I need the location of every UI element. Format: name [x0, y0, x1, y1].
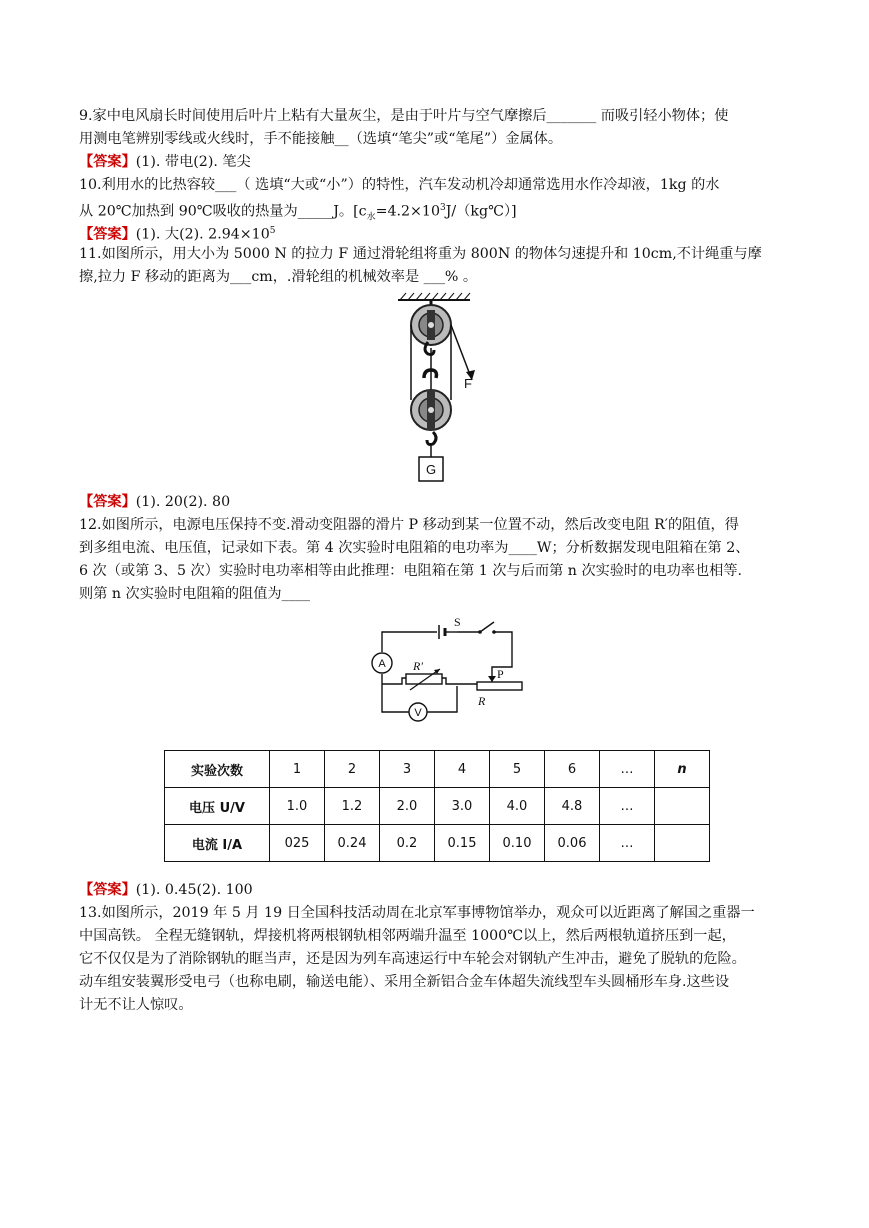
table-cell: 0.10	[490, 825, 545, 862]
table-cell: 3	[380, 751, 435, 788]
ceiling	[398, 293, 470, 300]
q12-line-3: 6 次（或第 3、5 次）实验时电功率相等由此推理：电阻箱在第 1 次与后而第 n 次实验时的电功率也相等.	[79, 563, 743, 579]
table-cell: 0.15	[435, 825, 490, 862]
table-cell: 2.0	[380, 788, 435, 825]
ammeter-label: A	[378, 658, 386, 670]
q10-answer	[79, 221, 275, 245]
table-cell: 0.06	[545, 825, 600, 862]
q10-subscript: 水	[366, 212, 376, 223]
q12-line-2: 到多组电流、电压值，记录如下表。第 4 次实验时电阻箱的电功率为____W；分析数据发现电阻箱在第 2、	[79, 540, 750, 556]
table-cell: 1	[270, 751, 325, 788]
table-cell: …	[600, 751, 655, 788]
q12-line-4: 则第 n 次实验时电阻箱的阻值为____	[79, 586, 310, 602]
force-label: F	[464, 376, 472, 391]
table-row	[165, 788, 710, 825]
circuit-diagram	[362, 612, 532, 737]
table-cell: …	[600, 825, 655, 862]
table-cell: 4.8	[545, 788, 600, 825]
q10-answer-superscript: 5	[269, 226, 276, 236]
q11-answer	[79, 492, 230, 512]
q12-answer	[79, 880, 253, 900]
answer-tag: 【答案】	[79, 154, 136, 170]
movable-pulley	[411, 390, 451, 430]
pulley-system-figure	[380, 290, 490, 490]
q10-answer-text: (1). 大(2). 2.94×10	[135, 226, 270, 243]
table-cell: 4	[435, 751, 490, 788]
table-cell: 0.2	[380, 825, 435, 862]
q10-superscript: 3	[440, 203, 446, 213]
table-cell: …	[600, 788, 655, 825]
table-cell: 1.0	[270, 788, 325, 825]
table-cell: 025	[270, 825, 325, 862]
q10-line-2-a: 从 20℃加热到 90℃吸收的热量为_____J。[c	[79, 203, 367, 220]
table-cell: 电压 U/V	[165, 788, 270, 825]
q10-line-1: 10.利用水的比热容较___（ 选填“大或“小”）的特性，汽车发动机冷却通常选用水作冷却液，1kg 的水	[79, 177, 720, 193]
table-cell: 0.24	[325, 825, 380, 862]
q9-answer	[79, 152, 251, 172]
fixed-pulley	[411, 305, 451, 345]
table-cell	[655, 788, 710, 825]
q13-line-1: 13.如图所示，2019 年 5 月 19 日全国科技活动周在北京军事博物馆举办，观众可以近距离了解国之重器一	[79, 905, 755, 921]
table-cell: 3.0	[435, 788, 490, 825]
table-cell: 6	[545, 751, 600, 788]
table-cell: 实验次数	[165, 751, 270, 788]
slider-label: P	[497, 667, 504, 681]
q9-answer-text: (1). 带电(2). 笔尖	[135, 154, 251, 170]
answer-tag: 【答案】	[79, 494, 136, 510]
resistor-box-icon	[406, 674, 442, 684]
rheostat-label: R	[478, 694, 486, 708]
q13-line-5: 计无不让人惊叹。	[79, 997, 193, 1013]
q9-line-1: 9.家中电风扇长时间使用后叶片上粘有大量灰尘，是由于叶片与空气摩擦后_______ 而吸引轻小物体；使	[79, 108, 729, 124]
table-cell: 5	[490, 751, 545, 788]
q13-line-3: 它不仅仅是为了消除钢轨的眶当声，还是因为列车高速运行中车轮会对钢轨产生冲击，避免了脱轨的危险。	[79, 951, 746, 967]
answer-tag: 【答案】	[79, 226, 136, 243]
table-cell: n	[655, 751, 710, 788]
q13-line-2: 中国高铁。 全程无缝钢轨，焊接机将两根钢轨相邻两端升温至 1000℃以上，然后两根轨道挤压到一起，	[79, 928, 736, 944]
table-row	[165, 825, 710, 862]
q10-line-2-c: J/（kg℃）]	[445, 203, 517, 220]
voltmeter-label: V	[414, 707, 422, 719]
switch-label: S	[454, 615, 461, 629]
data-table	[164, 750, 710, 862]
table-cell: 电流 I/A	[165, 825, 270, 862]
answer-tag: 【答案】	[79, 882, 136, 898]
q13-line-4: 动车组安装翼形受电弓（也称电刷，输送电能）、采用全新铝合金车体超失流线型车头圆桶形车身.这些设	[79, 974, 730, 990]
q9-line-2: 用测电笔辨别零线或火线时，手不能接触__（选填“笔尖”或“笔尾”）金属体。	[79, 131, 563, 147]
weight-label: G	[425, 462, 437, 477]
q11-line-1: 11.如图所示，用大小为 5000 N 的拉力 F 通过滑轮组将重为 800N 的物体匀速提升和 10cm,不计绳重与摩	[79, 246, 762, 262]
lower-hook	[427, 432, 436, 445]
table-cell: 1.2	[325, 788, 380, 825]
q12-line-1: 12.如图所示，电源电压保持不变.滑动变阻器的滑片 P 移动到某一位置不动，然后改变电阻 R′的阻值，得	[79, 517, 739, 533]
table-cell: 2	[325, 751, 380, 788]
q12-answer-text: (1). 0.45(2). 100	[135, 882, 253, 898]
lower-upper-hook	[424, 370, 436, 378]
table-cell: 4.0	[490, 788, 545, 825]
slider-arrow-icon	[488, 676, 496, 682]
table-cell	[655, 825, 710, 862]
resistor-box-label: R′	[413, 659, 423, 673]
q10-line-2-b: =4.2×10	[375, 203, 440, 220]
q11-answer-text: (1). 20(2). 80	[135, 494, 231, 510]
battery-icon	[439, 625, 445, 639]
table-row	[165, 751, 710, 788]
q11-line-2: 擦,拉力 F 移动的距离为___cm，.滑轮组的机械效率是 ___% 。	[79, 269, 478, 285]
